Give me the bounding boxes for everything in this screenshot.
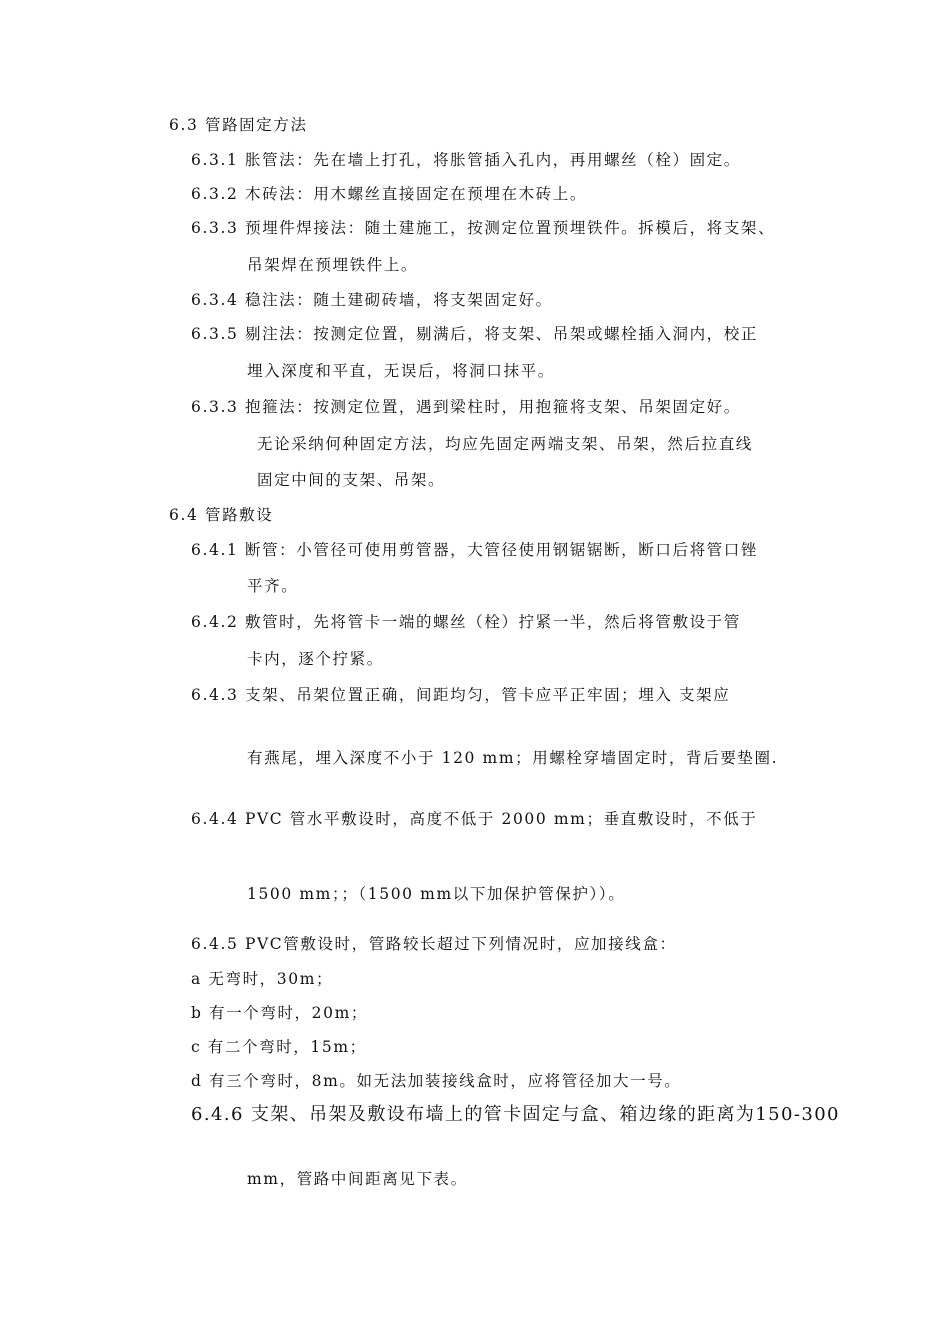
paragraph-6-4-5: 6.4.5 PVC管敷设时，管路较长超过下列情况时，应加接线盒： [191,935,677,953]
note-fixing-method: 无论采纳何种固定方法，均应先固定两端支架、吊架，然后拉直线 [257,435,753,453]
list-item-b: b 有一个弯时，20m； [191,1004,368,1022]
section-heading-6-4: 6.4 管路敷设 [169,506,274,524]
paragraph-6-3-4: 6.3.4 稳注法：随土建砌砖墙，将支架固定好。 [191,291,553,309]
list-item-c: c 有二个弯时，15m； [191,1038,367,1056]
paragraph-6-4-4-cont: 1500 mm；；（1500 mm以下加保护管保护））。 [247,885,626,903]
paragraph-6-3-5: 6.3.5 剔注法：按测定位置，剔满后，将支架、吊架或螺栓插入洞内，校正 [191,325,758,343]
paragraph-6-4-1-cont: 平齐。 [247,577,299,595]
paragraph-6-3-1: 6.3.1 胀管法：先在墙上打孔，将胀管插入孔内，再用螺丝（栓）固定。 [191,151,741,169]
list-item-d: d 有三个弯时，8m。如无法加装接线盒时，应将管径加大一号。 [191,1072,682,1090]
paragraph-6-4-2: 6.4.2 敷管时，先将管卡一端的螺丝（栓）拧紧一半，然后将管敷设于管 [191,613,741,631]
section-heading-6-3: 6.3 管路固定方法 [169,116,308,134]
paragraph-6-4-2-cont: 卡内，逐个拧紧。 [247,650,384,668]
paragraph-6-4-3: 6.4.3 支架、吊架位置正确，间距均匀，管卡应平正牢固；埋入 支架应 [191,686,731,704]
paragraph-6-4-3-cont: 有燕尾，埋入深度不小于 120 mm；用螺栓穿墙固定时，背后要垫圈. [247,749,779,767]
paragraph-6-3-2: 6.3.2 木砖法：用木螺丝直接固定在预埋在木砖上。 [191,185,587,203]
paragraph-6-4-6-cont: mm，管路中间距离见下表。 [247,1170,468,1188]
paragraph-6-3-3-cont: 吊架焊在预埋铁件上。 [247,256,419,274]
paragraph-6-4-4: 6.4.4 PVC 管水平敷设时，高度不低于 2000 mm；垂直敷设时，不低于 [191,810,758,828]
paragraph-6-4-1: 6.4.1 断管：小管径可使用剪管器，大管径使用钢锯锯断，断口后将管口锉 [191,541,758,559]
paragraph-6-3-5-cont: 埋入深度和平直，无误后，将洞口抹平。 [247,362,555,380]
paragraph-6-3-3b: 6.3.3 抱箍法：按测定位置，遇到梁柱时，用抱箍将支架、吊架固定好。 [191,398,741,416]
list-item-a: a 无弯时，30m； [191,970,334,988]
paragraph-6-4-6: 6.4.6 支架、吊架及敷设布墙上的管卡固定与盒、箱边缘的距离为150-300 [191,1104,840,1125]
paragraph-6-3-3: 6.3.3 预埋件焊接法：随土建施工，按测定位置预埋铁件。拆模后，将支架、 [191,219,776,237]
note-fixing-method-cont: 固定中间的支架、吊架。 [257,471,446,489]
